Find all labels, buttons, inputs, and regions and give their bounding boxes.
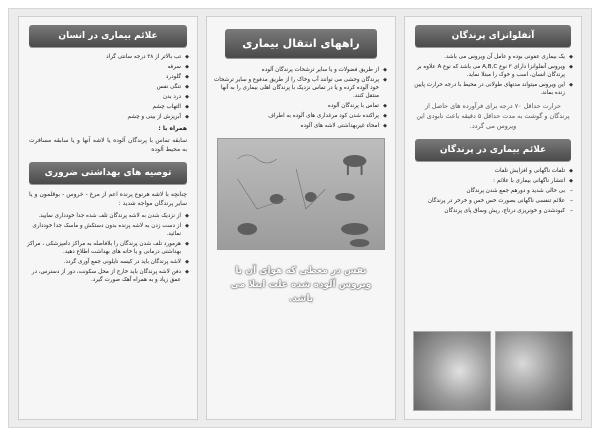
list-item: ◆ تنگی نفس [25,83,189,91]
bird-photos [413,331,573,411]
section-title-avian-influenza: آنفلوانزای پرندگان [415,25,571,47]
list-item: ◆ دفن لاشه پرندگان باید خارج از محل سکونت، دور از دسترس، در عمق زیاد و به همراه آهک صورت گیرد. [25,268,189,284]
list-item: ◆ درد بدن [25,93,189,101]
panel-avian-influenza [404,16,582,420]
bird-photo [413,331,491,411]
list-item: ◆ ویروس آنفلوانزا دارای ۳ نوع A,B,C می باشد که نوع A علاوه بر پرندگان انسان، اسب و خوک را مبتلا نماید. [411,63,573,79]
transmission-illustration [217,138,385,250]
list-item: ◆ تب بالاتر از ۳۸ درجه سانتی گراد [25,53,189,61]
bird-photo [495,331,573,411]
animals-illustration [218,139,384,249]
companion-text: سابقه تماس با پرندگان آلوده یا لاشه آنها و یا سابقه مسافرت به محیط آلوده [29,137,187,153]
panel-human-symptoms [18,16,198,420]
list-item: ◆ از طریق فضولات و یا سایر ترشحات پرندگان آلوده [213,66,387,74]
human-symptoms-list [19,53,197,121]
bird-symptoms-sublist [405,187,581,215]
brochure-sheet [8,8,592,428]
list-item: ◆ از نزدیک شدن به لاشه پرندگان تلف شده جدا خودداری نمایید. [25,212,189,220]
list-item: – بی حالی شدید و دورهم جمع شدن پرندگان [411,187,573,195]
list-item: ◆ این ویروس میتواند مدتهای طولانی در محیط با درجه حرارت پایین زنده بماند. [411,81,573,97]
list-item: – علائم تنفسی ناگهانی بصورت خس خس و خرخر در پرندگان [411,197,573,205]
list-item: ◆ امحاء غیربهداشتی لاشه های آلوده [213,122,387,130]
section-title-bird-symptoms: علائم بیماری در پرندگان [415,139,571,161]
list-item: ◆ هرمورد تلف شدن پرندگان را بلافاصله به مراکز دامپزشکی ، مراکز بهداشتی درمانی و یا خانه های بهداشت اطلاع دهید. [25,240,189,256]
health-advice-intro: چنانچه با لاشه هرنوع پرنده اعم از مرغ - خروس - بوقلمون و یا سایر پرندگان مواجه شدید : [29,191,187,207]
list-item: ◆ از دست زدن به لاشه پرنده بدون دستکش و ماسک جدا خودداری نمائید. [25,222,189,238]
bird-symptoms-list [405,167,581,185]
health-advice-list [19,212,197,284]
list-item: – کبودشدن و خونریزی درتاج، ریش وساق پای پرندگان [411,207,573,215]
panel-transmission [206,16,396,420]
list-item: ◆ پرندگان وحشی می توانند آب وخاک را از طریق مدفوع و سایر ترشحات خود آلوده کرده و یا در تماس نزدیک با پرندگان اهلی بیماری را به آنها منتقل کنند. [213,76,387,100]
list-item: ◆ پراکنده شدن کود مرغداری های آلوده به اطراف [213,112,387,120]
section-title-health-advice: توصیه های بهداشتی ضروری [29,162,187,184]
list-item: ◆ گلودرد [25,73,189,81]
list-item: ◆ انتشار ناگهانی بیماری با علائم : [411,177,573,185]
transmission-list [207,66,395,130]
avian-influenza-list [405,53,581,97]
list-item: ◆ لاشه پرندگان باید در کیسه نایلونی جمع آوری گردد. [25,258,189,266]
list-item: ◆ یک بیماری عفونی بوده و عامل آن ویروس می باشد. [411,53,573,61]
list-item: ◆ آبریزش از بینی و چشم [25,113,189,121]
list-item: ◆ تماس با پرندگان آلوده [213,102,387,110]
list-item: ◆ تلفات ناگهانی و افزایش تلفات [411,167,573,175]
slogan-text: نفس در معطی که هوای آن با ویروس آلوده شده علت ابتلا می باشد. [230,266,372,304]
companion-label: همراه با : [158,125,187,132]
section-title-transmission: راههای انتقال بیماری [225,29,377,58]
list-item: ◆ سرفه [25,63,189,71]
list-item: ◆ التهاب چشم [25,103,189,111]
section-title-human-symptoms: علائم بیماری در انسان [29,25,187,47]
heat-note: حرارت حداقل ۷۰ درجه برای فرآورده های حاصل از پرندگان و گوشت به مدت حداقل ۵ دقیقه باعث نابودی این ویروس می گردد. [416,102,570,130]
